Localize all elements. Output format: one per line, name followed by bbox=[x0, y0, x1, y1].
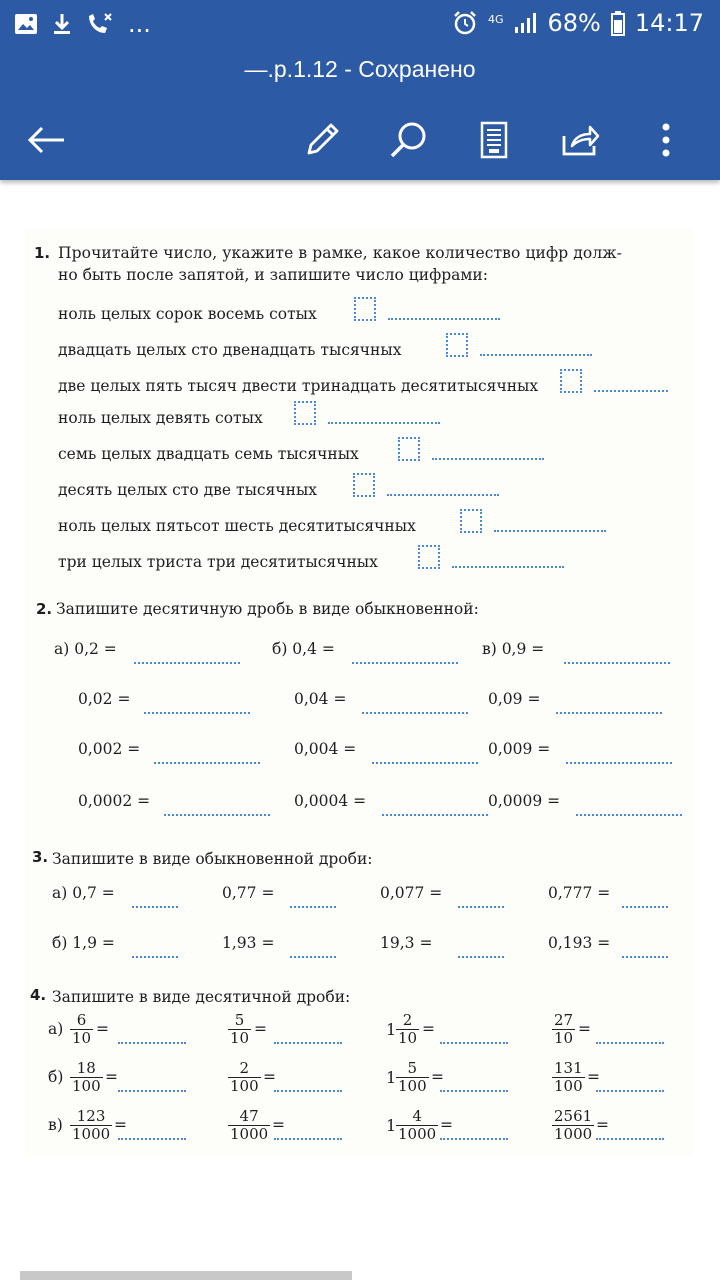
number-in-words: две целых пять тысяч двести тринадцать десятитысячных bbox=[58, 377, 539, 395]
answer-blank[interactable] bbox=[622, 956, 668, 958]
answer-blank[interactable] bbox=[596, 1090, 664, 1092]
denominator: 1000 bbox=[230, 1125, 269, 1143]
equals-sign: = bbox=[431, 1068, 444, 1086]
answer-blank[interactable] bbox=[494, 530, 606, 532]
decimal-expression: 0,0004 = bbox=[294, 792, 367, 810]
answer-blank[interactable] bbox=[118, 1090, 186, 1092]
digit-count-box[interactable] bbox=[294, 401, 316, 425]
decimal-expression: 1,93 = bbox=[222, 934, 275, 952]
number-in-words: ноль целых сорок восемь сотых bbox=[58, 305, 317, 323]
task-prompt: Запишите десятичную дробь в виде обыкновенной: bbox=[56, 600, 479, 618]
answer-blank[interactable] bbox=[164, 814, 270, 816]
answer-blank[interactable] bbox=[432, 458, 544, 460]
denominator: 10 bbox=[554, 1029, 574, 1047]
answer-blank[interactable] bbox=[458, 956, 504, 958]
answer-blank[interactable] bbox=[372, 762, 478, 764]
decimal-expression: 0,0002 = bbox=[78, 792, 151, 810]
decimal-expression: 0,0009 = bbox=[488, 792, 561, 810]
answer-blank[interactable] bbox=[132, 906, 178, 908]
equals-sign: = bbox=[114, 1116, 127, 1134]
denominator: 10 bbox=[72, 1029, 92, 1047]
mixed-whole-part: 1 bbox=[386, 1068, 397, 1087]
answer-blank[interactable] bbox=[576, 814, 682, 816]
answer-blank[interactable] bbox=[387, 494, 499, 496]
decimal-expression: 0,002 = bbox=[78, 740, 141, 758]
numerator: 5 bbox=[407, 1059, 418, 1077]
answer-blank[interactable] bbox=[440, 1042, 508, 1044]
digit-count-box[interactable] bbox=[418, 545, 440, 569]
answer-blank[interactable] bbox=[388, 318, 500, 320]
fraction bbox=[396, 1012, 419, 1047]
answer-blank[interactable] bbox=[440, 1138, 508, 1140]
network-type: 4G bbox=[487, 12, 504, 26]
answer-blank[interactable] bbox=[594, 390, 668, 392]
row-label: а) bbox=[48, 1020, 64, 1038]
number-in-words: три целых триста три десятитысячных bbox=[58, 553, 378, 571]
numerator: 2561 bbox=[554, 1107, 593, 1125]
decimal-expression: б) 0,4 = bbox=[272, 640, 335, 658]
fraction bbox=[552, 1012, 575, 1047]
numerator: 123 bbox=[76, 1107, 106, 1125]
number-in-words: семь целых двадцать семь тысячных bbox=[58, 445, 359, 463]
fraction bbox=[396, 1108, 438, 1143]
equals-sign: = bbox=[578, 1020, 591, 1038]
equals-sign: = bbox=[587, 1068, 600, 1086]
decimal-expression: 0,09 = bbox=[488, 690, 541, 708]
equals-sign: = bbox=[440, 1116, 453, 1134]
decimal-expression: 0,009 = bbox=[488, 740, 551, 758]
numerator: 2 bbox=[402, 1011, 413, 1029]
digit-count-box[interactable] bbox=[460, 509, 482, 533]
equals-sign: = bbox=[105, 1068, 118, 1086]
answer-blank[interactable] bbox=[132, 956, 178, 958]
battery-percent: 68% bbox=[547, 9, 601, 37]
denominator: 10 bbox=[230, 1029, 250, 1047]
task-number: 1. bbox=[34, 244, 51, 262]
fraction bbox=[396, 1060, 429, 1095]
denominator: 10 bbox=[398, 1029, 418, 1047]
equals-sign: = bbox=[422, 1020, 435, 1038]
mixed-whole-part: 1 bbox=[386, 1020, 397, 1039]
decimal-expression: 0,04 = bbox=[294, 690, 347, 708]
numerator: 131 bbox=[554, 1059, 583, 1077]
horizontal-scrollbar[interactable] bbox=[20, 1271, 352, 1280]
decimal-expression: 19,3 = bbox=[380, 934, 433, 952]
mixed-whole-part: 1 bbox=[386, 1116, 397, 1135]
answer-blank[interactable] bbox=[118, 1138, 186, 1140]
answer-blank[interactable] bbox=[290, 956, 336, 958]
answer-blank[interactable] bbox=[596, 1042, 664, 1044]
task-prompt: Прочитайте число, укажите в рамке, какое количество цифр долж- bbox=[58, 244, 622, 262]
fraction bbox=[228, 1060, 261, 1095]
denominator: 100 bbox=[398, 1077, 427, 1095]
number-in-words: десять целых сто две тысячных bbox=[58, 481, 318, 499]
answer-blank[interactable] bbox=[274, 1042, 342, 1044]
fraction bbox=[70, 1108, 112, 1143]
answer-blank[interactable] bbox=[118, 1042, 186, 1044]
fraction bbox=[228, 1108, 270, 1143]
fraction bbox=[70, 1012, 93, 1047]
numerator: 47 bbox=[239, 1107, 259, 1125]
digit-count-box[interactable] bbox=[353, 473, 375, 497]
task-number: 4. bbox=[30, 986, 47, 1004]
decimal-expression: 0,777 = bbox=[548, 884, 611, 902]
denominator: 100 bbox=[230, 1077, 259, 1095]
answer-blank[interactable] bbox=[480, 354, 592, 356]
decimal-expression: а) 0,7 = bbox=[52, 884, 115, 902]
answer-blank[interactable] bbox=[556, 712, 662, 714]
denominator: 1000 bbox=[554, 1125, 593, 1143]
answer-blank[interactable] bbox=[274, 1138, 342, 1140]
answer-blank[interactable] bbox=[290, 906, 336, 908]
answer-blank[interactable] bbox=[154, 762, 260, 764]
numerator: 5 bbox=[234, 1011, 245, 1029]
denominator: 1000 bbox=[72, 1125, 111, 1143]
answer-blank[interactable] bbox=[328, 422, 440, 424]
answer-blank[interactable] bbox=[622, 906, 668, 908]
numerator: 2 bbox=[239, 1059, 250, 1077]
clock: 14:17 bbox=[634, 9, 704, 37]
equals-sign: = bbox=[596, 1116, 609, 1134]
decimal-expression: 0,02 = bbox=[78, 690, 131, 708]
row-label: в) bbox=[48, 1116, 63, 1134]
document-title: —.p.1.12 - Сохранено bbox=[244, 56, 476, 82]
answer-blank[interactable] bbox=[596, 1138, 664, 1140]
fraction bbox=[552, 1060, 585, 1095]
answer-blank[interactable] bbox=[362, 712, 468, 714]
numerator: 6 bbox=[76, 1011, 87, 1029]
answer-blank[interactable] bbox=[382, 814, 488, 816]
decimal-expression: б) 1,9 = bbox=[52, 934, 115, 952]
decimal-expression: 0,077 = bbox=[380, 884, 443, 902]
decimal-expression: 0,193 = bbox=[548, 934, 611, 952]
answer-blank[interactable] bbox=[440, 1090, 508, 1092]
answer-blank[interactable] bbox=[564, 662, 670, 664]
digit-count-box[interactable] bbox=[446, 333, 468, 357]
decimal-expression: 0,77 = bbox=[222, 884, 275, 902]
decimal-expression: 0,004 = bbox=[294, 740, 357, 758]
task-number: 2. bbox=[36, 600, 53, 618]
numerator: 27 bbox=[554, 1011, 574, 1029]
denominator: 100 bbox=[72, 1077, 101, 1095]
row-label: б) bbox=[48, 1068, 64, 1086]
number-in-words: ноль целых пятьсот шесть десятитысячных bbox=[58, 517, 416, 535]
task-number: 3. bbox=[32, 848, 49, 866]
task-prompt: Запишите в виде обыкновенной дроби: bbox=[52, 850, 373, 868]
number-in-words: ноль целых девять сотых bbox=[58, 409, 263, 427]
decimal-expression: а) 0,2 = bbox=[54, 640, 117, 658]
equals-sign: = bbox=[263, 1068, 276, 1086]
answer-blank[interactable] bbox=[134, 662, 240, 664]
fraction bbox=[70, 1060, 103, 1095]
notifications-more: ... bbox=[128, 10, 151, 38]
numerator: 18 bbox=[76, 1059, 96, 1077]
number-in-words: двадцать целых сто двенадцать тысячных bbox=[58, 341, 402, 359]
answer-blank[interactable] bbox=[458, 906, 504, 908]
answer-blank[interactable] bbox=[452, 566, 564, 568]
denominator: 1000 bbox=[398, 1125, 437, 1143]
digit-count-box[interactable] bbox=[560, 369, 582, 393]
decimal-expression: в) 0,9 = bbox=[482, 640, 545, 658]
equals-sign: = bbox=[272, 1116, 285, 1134]
answer-blank[interactable] bbox=[144, 712, 250, 714]
answer-blank[interactable] bbox=[566, 762, 672, 764]
denominator: 100 bbox=[554, 1077, 583, 1095]
answer-blank[interactable] bbox=[352, 662, 458, 664]
digit-count-box[interactable] bbox=[354, 297, 376, 321]
equals-sign: = bbox=[254, 1020, 267, 1038]
task-prompt: но быть после запятой, и запишите число цифрами: bbox=[58, 266, 488, 284]
equals-sign: = bbox=[96, 1020, 109, 1038]
answer-blank[interactable] bbox=[274, 1090, 342, 1092]
fraction bbox=[552, 1108, 594, 1143]
digit-count-box[interactable] bbox=[398, 437, 420, 461]
fraction bbox=[228, 1012, 251, 1047]
task-prompt: Запишите в виде десятичной дроби: bbox=[52, 988, 351, 1006]
numerator: 4 bbox=[412, 1107, 422, 1125]
